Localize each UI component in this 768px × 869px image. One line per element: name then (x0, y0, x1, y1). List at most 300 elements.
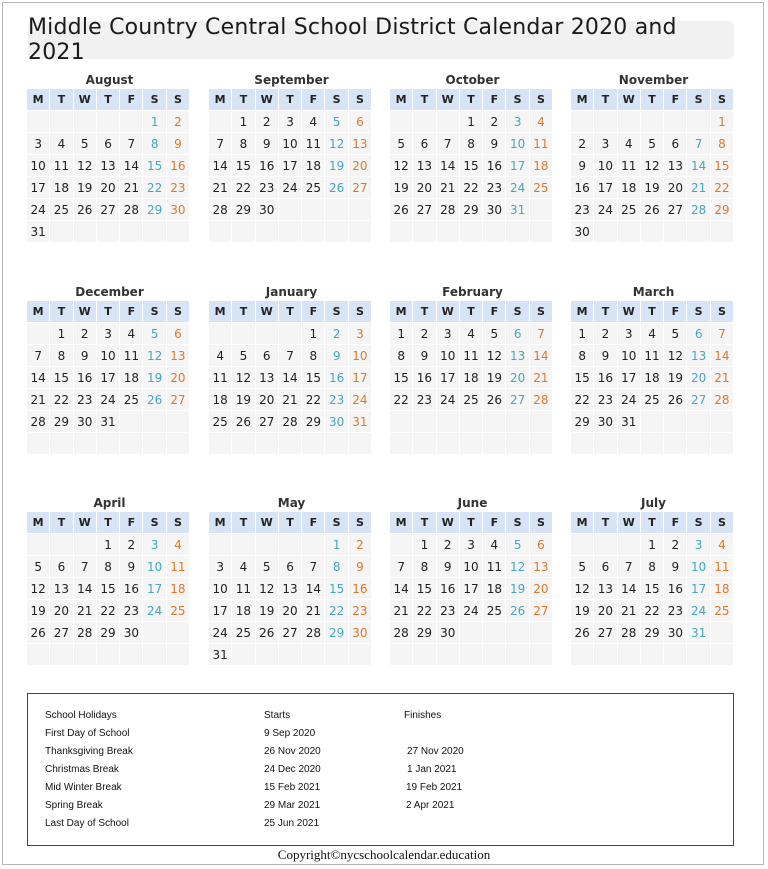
day-cell: 5 (571, 556, 593, 578)
empty-day-cell (143, 433, 165, 455)
month-name: July (641, 496, 666, 510)
day-cell: 5 (74, 133, 96, 155)
empty-day-cell (279, 221, 301, 243)
day-cell: 13 (664, 155, 686, 177)
day-cell: 4 (209, 345, 231, 367)
day-cell: 19 (232, 389, 254, 411)
empty-day-cell (530, 221, 552, 243)
weekday-header: T (97, 89, 119, 111)
day-cell: 28 (437, 199, 459, 221)
empty-day-cell (618, 111, 640, 133)
day-cell: 24 (460, 600, 482, 622)
empty-day-cell (74, 644, 96, 666)
day-cell: 13 (594, 578, 616, 600)
day-cell: 29 (711, 199, 733, 221)
day-cell: 30 (325, 411, 347, 433)
empty-day-cell (50, 534, 72, 556)
day-cell: 20 (687, 367, 709, 389)
empty-day-cell (27, 323, 49, 345)
day-cell: 30 (74, 411, 96, 433)
day-cell: 18 (120, 367, 142, 389)
day-cell: 1 (413, 534, 435, 556)
day-cell: 1 (390, 323, 412, 345)
day-cell: 17 (279, 155, 301, 177)
day-cell: 1 (143, 111, 165, 133)
day-cell: 7 (437, 133, 459, 155)
day-cell: 3 (618, 323, 640, 345)
month-january (209, 283, 374, 455)
day-cell: 23 (349, 600, 371, 622)
day-cell: 14 (687, 155, 709, 177)
weekday-header: T (50, 301, 72, 323)
day-cell: 4 (641, 323, 663, 345)
day-cell: 18 (302, 155, 324, 177)
day-cell: 2 (74, 323, 96, 345)
day-cell: 25 (120, 389, 142, 411)
weekday-header: F (664, 301, 686, 323)
day-cell: 28 (711, 389, 733, 411)
empty-day-cell (325, 433, 347, 455)
day-cell: 23 (664, 600, 686, 622)
day-cell: 22 (50, 389, 72, 411)
empty-day-cell (460, 221, 482, 243)
day-cell: 31 (618, 411, 640, 433)
empty-day-cell (711, 644, 733, 666)
day-cell: 13 (97, 155, 119, 177)
day-cell: 19 (325, 155, 347, 177)
day-cell: 16 (483, 155, 505, 177)
empty-day-cell (711, 411, 733, 433)
empty-day-cell (530, 199, 552, 221)
month-september (209, 71, 374, 243)
weekday-header: W (618, 512, 640, 534)
month-grid (209, 512, 374, 666)
empty-day-cell (530, 411, 552, 433)
empty-day-cell (390, 221, 412, 243)
empty-day-cell (594, 534, 616, 556)
weekday-header: M (27, 89, 49, 111)
empty-day-cell (97, 111, 119, 133)
empty-day-cell (390, 433, 412, 455)
day-cell: 28 (302, 622, 324, 644)
day-cell: 2 (167, 111, 189, 133)
day-cell: 23 (594, 389, 616, 411)
empty-day-cell (50, 644, 72, 666)
holidays-header-name: School Holidays (45, 710, 117, 721)
day-cell: 21 (437, 177, 459, 199)
empty-day-cell (302, 534, 324, 556)
day-cell: 3 (594, 133, 616, 155)
month-name: February (442, 285, 503, 299)
empty-day-cell (120, 644, 142, 666)
weekday-header: T (460, 512, 482, 534)
day-cell: 1 (325, 534, 347, 556)
day-cell: 11 (232, 578, 254, 600)
day-cell: 5 (506, 534, 528, 556)
month-february (390, 283, 555, 455)
day-cell: 24 (97, 389, 119, 411)
empty-day-cell (97, 433, 119, 455)
holiday-row (28, 746, 733, 762)
holiday-name: Christmas Break (45, 764, 119, 775)
day-cell: 25 (167, 600, 189, 622)
day-cell: 21 (279, 389, 301, 411)
day-cell: 27 (664, 199, 686, 221)
empty-day-cell (349, 644, 371, 666)
day-cell: 11 (483, 556, 505, 578)
day-cell: 22 (390, 389, 412, 411)
empty-day-cell (27, 534, 49, 556)
empty-day-cell (256, 433, 278, 455)
day-cell: 24 (209, 622, 231, 644)
day-cell: 27 (256, 411, 278, 433)
empty-day-cell (302, 199, 324, 221)
day-cell: 19 (74, 177, 96, 199)
empty-day-cell (687, 111, 709, 133)
day-cell: 4 (483, 534, 505, 556)
day-cell: 25 (711, 600, 733, 622)
day-cell: 29 (232, 199, 254, 221)
empty-day-cell (571, 111, 593, 133)
weekday-header: W (74, 301, 96, 323)
empty-day-cell (167, 221, 189, 243)
day-cell: 8 (325, 556, 347, 578)
day-cell: 30 (594, 411, 616, 433)
weekday-header: T (232, 89, 254, 111)
day-cell: 14 (618, 578, 640, 600)
day-cell: 16 (664, 578, 686, 600)
day-cell: 27 (530, 600, 552, 622)
empty-day-cell (390, 644, 412, 666)
month-july (571, 494, 736, 666)
weekday-header: T (279, 512, 301, 534)
day-cell: 12 (256, 578, 278, 600)
day-cell: 15 (571, 367, 593, 389)
empty-day-cell (571, 433, 593, 455)
day-cell: 9 (483, 133, 505, 155)
day-cell: 6 (279, 556, 301, 578)
day-cell: 23 (571, 199, 593, 221)
day-cell: 26 (232, 411, 254, 433)
day-cell: 18 (50, 177, 72, 199)
holiday-name: Last Day of School (45, 818, 129, 829)
empty-day-cell (167, 644, 189, 666)
empty-day-cell (143, 411, 165, 433)
day-cell: 25 (302, 177, 324, 199)
empty-day-cell (74, 433, 96, 455)
day-cell: 10 (437, 345, 459, 367)
empty-day-cell (232, 644, 254, 666)
empty-day-cell (279, 323, 301, 345)
empty-day-cell (571, 534, 593, 556)
day-cell: 19 (27, 600, 49, 622)
day-cell: 20 (349, 155, 371, 177)
weekday-header: S (687, 301, 709, 323)
day-cell: 18 (483, 578, 505, 600)
day-cell: 29 (571, 411, 593, 433)
day-cell: 5 (325, 111, 347, 133)
day-cell: 22 (97, 600, 119, 622)
weekday-header: T (97, 512, 119, 534)
day-cell: 1 (711, 111, 733, 133)
day-cell: 5 (143, 323, 165, 345)
empty-day-cell (687, 221, 709, 243)
day-cell: 27 (50, 622, 72, 644)
day-cell: 1 (571, 323, 593, 345)
day-cell: 17 (349, 367, 371, 389)
empty-day-cell (50, 433, 72, 455)
empty-day-cell (256, 221, 278, 243)
month-grid (27, 301, 192, 455)
day-cell: 24 (143, 600, 165, 622)
day-cell: 16 (120, 578, 142, 600)
day-cell: 17 (594, 177, 616, 199)
copyright-footer: Copyright©nycschoolcalendar.education (277, 847, 491, 862)
day-cell: 11 (618, 155, 640, 177)
day-cell: 20 (50, 600, 72, 622)
day-cell: 29 (143, 199, 165, 221)
day-cell: 6 (97, 133, 119, 155)
weekday-header: W (618, 89, 640, 111)
day-cell: 23 (437, 600, 459, 622)
day-cell: 6 (50, 556, 72, 578)
empty-day-cell (74, 221, 96, 243)
weekday-header: S (325, 512, 347, 534)
weekday-header: T (594, 89, 616, 111)
weekday-header: F (483, 301, 505, 323)
day-cell: 16 (167, 155, 189, 177)
empty-day-cell (27, 433, 49, 455)
holidays-header-starts: Starts (264, 710, 291, 721)
day-cell: 26 (641, 199, 663, 221)
day-cell: 14 (437, 155, 459, 177)
day-cell: 2 (571, 133, 593, 155)
day-cell: 2 (437, 534, 459, 556)
weekday-header: S (349, 512, 371, 534)
day-cell: 6 (687, 323, 709, 345)
empty-day-cell (530, 433, 552, 455)
day-cell: 16 (325, 367, 347, 389)
weekday-header: T (641, 89, 663, 111)
month-grid (390, 89, 555, 243)
day-cell: 2 (483, 111, 505, 133)
month-name: May (277, 496, 306, 510)
day-cell: 4 (120, 323, 142, 345)
empty-day-cell (530, 644, 552, 666)
day-cell: 1 (50, 323, 72, 345)
day-cell: 10 (594, 155, 616, 177)
empty-day-cell (390, 534, 412, 556)
holidays-header-row (28, 710, 733, 726)
day-cell: 12 (390, 155, 412, 177)
weekday-header: M (209, 89, 231, 111)
day-cell: 4 (711, 534, 733, 556)
day-cell: 25 (530, 177, 552, 199)
weekday-header: S (687, 89, 709, 111)
day-cell: 8 (711, 133, 733, 155)
day-cell: 28 (279, 411, 301, 433)
weekday-header: S (349, 301, 371, 323)
weekday-header: F (483, 512, 505, 534)
day-cell: 24 (506, 177, 528, 199)
day-cell: 21 (530, 367, 552, 389)
day-cell: 17 (209, 600, 231, 622)
weekday-header: F (120, 89, 142, 111)
day-cell: 30 (256, 199, 278, 221)
day-cell: 24 (594, 199, 616, 221)
empty-day-cell (209, 433, 231, 455)
day-cell: 12 (641, 155, 663, 177)
day-cell: 22 (460, 177, 482, 199)
empty-day-cell (74, 111, 96, 133)
day-cell: 5 (27, 556, 49, 578)
day-cell: 18 (460, 367, 482, 389)
month-december (27, 283, 192, 455)
empty-day-cell (232, 323, 254, 345)
day-cell: 17 (506, 155, 528, 177)
weekday-header: M (27, 301, 49, 323)
weekday-header: T (594, 512, 616, 534)
weekday-header: T (413, 89, 435, 111)
day-cell: 7 (279, 345, 301, 367)
day-cell: 29 (302, 411, 324, 433)
empty-day-cell (618, 644, 640, 666)
day-cell: 12 (571, 578, 593, 600)
day-cell: 21 (687, 177, 709, 199)
day-cell: 20 (256, 389, 278, 411)
day-cell: 25 (483, 600, 505, 622)
empty-day-cell (279, 433, 301, 455)
weekday-header: M (27, 512, 49, 534)
month-grid (209, 89, 374, 243)
weekday-header: M (571, 301, 593, 323)
day-cell: 28 (618, 622, 640, 644)
month-grid (571, 301, 736, 455)
day-cell: 7 (27, 345, 49, 367)
day-cell: 8 (143, 133, 165, 155)
empty-day-cell (232, 221, 254, 243)
empty-day-cell (279, 644, 301, 666)
empty-day-cell (209, 221, 231, 243)
day-cell: 10 (209, 578, 231, 600)
day-cell: 12 (325, 133, 347, 155)
day-cell: 31 (506, 199, 528, 221)
day-cell: 16 (594, 367, 616, 389)
day-cell: 23 (74, 389, 96, 411)
day-cell: 9 (594, 345, 616, 367)
day-cell: 23 (256, 177, 278, 199)
day-cell: 11 (50, 155, 72, 177)
empty-day-cell (413, 411, 435, 433)
day-cell: 19 (571, 600, 593, 622)
weekday-header: M (390, 89, 412, 111)
holiday-starts: 29 Mar 2021 (264, 800, 321, 811)
day-cell: 25 (618, 199, 640, 221)
holiday-starts: 9 Sep 2020 (264, 728, 316, 739)
weekday-header: S (167, 301, 189, 323)
day-cell: 9 (325, 345, 347, 367)
day-cell: 27 (349, 177, 371, 199)
weekday-header: W (256, 301, 278, 323)
weekday-header: F (302, 512, 324, 534)
day-cell: 4 (618, 133, 640, 155)
day-cell: 1 (97, 534, 119, 556)
day-cell: 11 (209, 367, 231, 389)
day-cell: 10 (97, 345, 119, 367)
day-cell: 30 (664, 622, 686, 644)
weekday-header: W (256, 512, 278, 534)
day-cell: 9 (571, 155, 593, 177)
day-cell: 3 (687, 534, 709, 556)
weekday-header: S (530, 301, 552, 323)
day-cell: 22 (232, 177, 254, 199)
day-cell: 24 (437, 389, 459, 411)
day-cell: 22 (302, 389, 324, 411)
day-cell: 19 (256, 600, 278, 622)
day-cell: 3 (279, 111, 301, 133)
day-cell: 15 (302, 367, 324, 389)
empty-day-cell (437, 111, 459, 133)
weekday-header: T (279, 301, 301, 323)
day-cell: 15 (97, 578, 119, 600)
weekday-header: S (506, 89, 528, 111)
empty-day-cell (302, 644, 324, 666)
day-cell: 1 (232, 111, 254, 133)
weekday-header: T (460, 301, 482, 323)
empty-day-cell (209, 534, 231, 556)
day-cell: 11 (711, 556, 733, 578)
day-cell: 25 (209, 411, 231, 433)
day-cell: 6 (349, 111, 371, 133)
day-cell: 19 (506, 578, 528, 600)
empty-day-cell (664, 644, 686, 666)
day-cell: 29 (641, 622, 663, 644)
day-cell: 20 (664, 177, 686, 199)
empty-day-cell (506, 433, 528, 455)
month-name: June (457, 496, 488, 510)
weekday-header: F (483, 89, 505, 111)
day-cell: 12 (664, 345, 686, 367)
day-cell: 4 (530, 111, 552, 133)
month-april (27, 494, 192, 666)
day-cell: 9 (664, 556, 686, 578)
day-cell: 20 (279, 600, 301, 622)
holiday-starts: 26 Nov 2020 (264, 746, 321, 757)
day-cell: 21 (711, 367, 733, 389)
day-cell: 23 (120, 600, 142, 622)
day-cell: 28 (390, 622, 412, 644)
day-cell: 3 (460, 534, 482, 556)
holiday-row (28, 818, 733, 834)
empty-day-cell (302, 221, 324, 243)
empty-day-cell (279, 534, 301, 556)
weekday-header: S (143, 301, 165, 323)
day-cell: 10 (506, 133, 528, 155)
month-name: January (265, 285, 318, 299)
month-name: December (75, 285, 144, 299)
day-cell: 2 (413, 323, 435, 345)
empty-day-cell (437, 433, 459, 455)
day-cell: 27 (413, 199, 435, 221)
day-cell: 22 (143, 177, 165, 199)
weekday-header: T (641, 512, 663, 534)
day-cell: 13 (349, 133, 371, 155)
empty-day-cell (483, 644, 505, 666)
month-may (209, 494, 374, 666)
day-cell: 17 (687, 578, 709, 600)
day-cell: 27 (167, 389, 189, 411)
day-cell: 6 (256, 345, 278, 367)
